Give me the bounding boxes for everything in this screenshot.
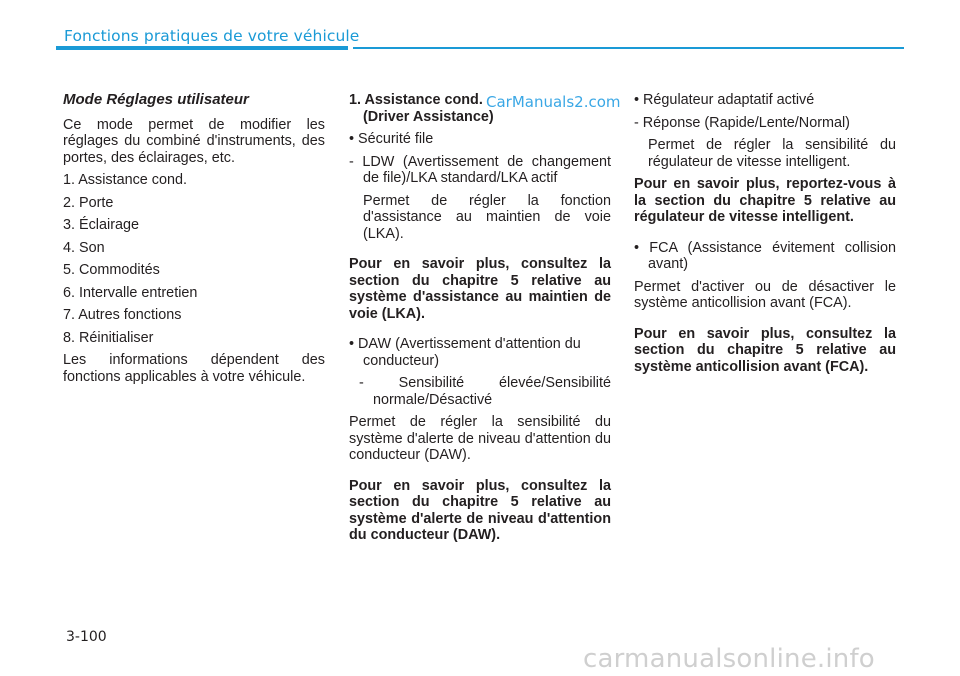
list-item: 4. Son — [63, 239, 105, 256]
list-item: 1. Assistance cond. — [63, 172, 187, 188]
mode-heading: Mode Réglages utilisateur — [63, 91, 249, 108]
bullet-item: • FCA (Assistance évitement collision avant) — [634, 239, 896, 272]
reference-note: Pour en savoir plus, consultez la section du chapitre 5 relative au système d'alerte de niveau d'attention du conducteur (DAW). — [349, 477, 611, 543]
section-heading-sub: (Driver Assistance) — [363, 108, 494, 125]
list-item: 8. Réinitialiser — [63, 329, 154, 346]
dash-description: Permet de régler la fonction d'assistance au maintien de voie (LKA). — [363, 192, 611, 242]
list-item: 2. Porte — [63, 194, 114, 211]
outro-paragraph: Les informations dépendent des fonctions applicables à votre véhicule. — [63, 352, 325, 385]
bullet-item: • Sécurité file — [349, 131, 434, 147]
intro-paragraph: Ce mode permet de modifier les réglages du combiné d'instruments, des portes, des éclairages, etc. — [63, 116, 325, 166]
reference-note: Pour en savoir plus, consultez la section du chapitre 5 relative au système d'assistance au maintien de voie (LKA). — [349, 256, 611, 322]
bullet-item: • DAW (Avertissement d'attention du conducteur) — [349, 336, 581, 369]
list-item: 5. Commodités — [63, 262, 160, 278]
dash-item: - Réponse (Rapide/Lente/Normal) — [634, 114, 850, 131]
description-paragraph: Permet d'activer ou de désactiver le système anticollision avant (FCA). — [634, 278, 896, 311]
column-1 — [63, 92, 325, 391]
watermark-link[interactable]: CarManuals2.com — [486, 93, 621, 111]
bullet-item: • Régulateur adaptatif activé — [634, 92, 815, 108]
section-title: Fonctions pratiques de votre véhicule — [64, 27, 360, 45]
header-rule-thin — [353, 47, 904, 49]
dash-description: Permet de régler la sensibilité du régulateur de vitesse intelligent. — [648, 137, 896, 170]
description-paragraph: Permet de régler la sensibilité du système d'alerte de niveau d'attention du conducteur (DAW). — [349, 414, 611, 463]
header-rule-thick — [56, 46, 348, 50]
reference-note: Pour en savoir plus, reportez-vous à la section du chapitre 5 relative au régulateur de vitesse intelligent. — [634, 176, 896, 225]
list-item: 3. Éclairage — [63, 217, 139, 233]
dash-item: - Sensibilité élevée/Sensibilité normale/Désactivé — [359, 375, 611, 408]
column-3 — [634, 92, 896, 381]
reference-note: Pour en savoir plus, consultez la section du chapitre 5 relative au système anticollision avant (FCA). — [634, 325, 896, 375]
dash-item: - LDW (Avertissement de changement de file)/LKA standard/LKA actif — [349, 153, 611, 186]
list-item: 7. Autres fonctions — [63, 307, 182, 323]
page-number: 3-100 — [66, 629, 107, 645]
list-item: 6. Intervalle entretien — [63, 284, 198, 301]
section-heading: 1. Assistance cond. — [349, 92, 483, 108]
column-2 — [349, 92, 611, 550]
footer-watermark: carmanualsonline.info — [583, 644, 875, 674]
